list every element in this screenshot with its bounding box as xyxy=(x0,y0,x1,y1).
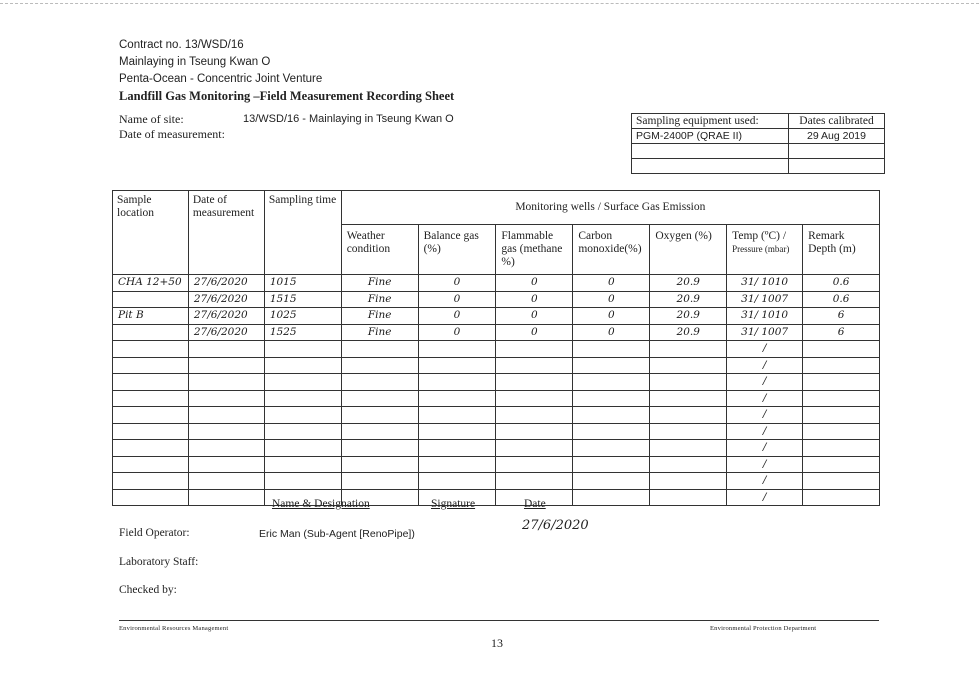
page-number: 13 xyxy=(491,636,503,650)
cell-depth xyxy=(803,456,880,473)
equipment-header: Sampling equipment used: xyxy=(632,114,789,129)
cell-temp-pressure: / xyxy=(727,374,803,391)
cell-time xyxy=(264,440,341,457)
table-row xyxy=(113,275,880,292)
equipment-cell xyxy=(632,159,789,174)
cell-location xyxy=(113,357,189,374)
cell-carbon-monoxide xyxy=(573,357,650,374)
cell-weather xyxy=(341,357,418,374)
cell-depth xyxy=(803,473,880,490)
contract-number: Contract no. 13/WSD/16 xyxy=(119,39,244,51)
cell-temp-pressure: / xyxy=(727,357,803,374)
cell-temp-pressure: / xyxy=(727,489,803,506)
cell-temp-pressure: / xyxy=(727,423,803,440)
cell-temp-pressure: / xyxy=(727,341,803,358)
table-row xyxy=(113,291,880,308)
contractor-name: Penta-Ocean - Concentric Joint Venture xyxy=(119,73,323,85)
cell-carbon-monoxide xyxy=(573,456,650,473)
cell-oxygen xyxy=(650,456,727,473)
cell-oxygen: 20.9 xyxy=(650,324,727,341)
cell-time xyxy=(264,357,341,374)
cell-weather xyxy=(341,456,418,473)
cell-time xyxy=(264,473,341,490)
cell-balance-gas xyxy=(418,407,496,424)
document-header xyxy=(119,37,454,105)
cell-date xyxy=(188,407,264,424)
header-weather: Weather condition xyxy=(341,225,418,275)
cell-oxygen xyxy=(650,390,727,407)
cell-carbon-monoxide xyxy=(573,341,650,358)
table-row xyxy=(113,423,880,440)
cell-date xyxy=(188,374,264,391)
equipment-cell xyxy=(632,144,789,159)
calibration-date-cell: 29 Aug 2019 xyxy=(789,129,885,144)
cell-oxygen xyxy=(650,489,727,506)
cell-carbon-monoxide xyxy=(573,374,650,391)
measurement-table xyxy=(112,190,880,506)
cell-flammable-gas: 0 xyxy=(496,308,573,325)
cell-flammable-gas xyxy=(496,456,573,473)
header-pressure: Pressure (mbar) xyxy=(732,244,790,254)
cell-balance-gas xyxy=(418,456,496,473)
cell-oxygen xyxy=(650,440,727,457)
cell-location xyxy=(113,374,189,391)
cell-date: 27/6/2020 xyxy=(188,308,264,325)
cell-balance-gas xyxy=(418,357,496,374)
cell-balance-gas xyxy=(418,374,496,391)
cell-flammable-gas xyxy=(496,473,573,490)
header-oxygen: Oxygen (%) xyxy=(650,225,727,275)
cell-date: 27/6/2020 xyxy=(188,324,264,341)
table-row xyxy=(113,308,880,325)
cell-location: Pit B xyxy=(113,308,189,325)
header-sampling-time: Sampling time xyxy=(264,191,341,275)
date-heading: Date xyxy=(524,498,546,510)
cell-date xyxy=(188,341,264,358)
calibration-header: Dates calibrated xyxy=(789,114,885,129)
cell-location xyxy=(113,341,189,358)
header-date-of-measurement: Date of measurement xyxy=(188,191,264,275)
cell-location xyxy=(113,390,189,407)
cell-flammable-gas: 0 xyxy=(496,291,573,308)
cell-time xyxy=(264,423,341,440)
cell-balance-gas xyxy=(418,423,496,440)
site-name-label: Name of site: xyxy=(119,112,184,126)
cell-balance-gas xyxy=(418,390,496,407)
cell-depth xyxy=(803,440,880,457)
cell-temp-pressure: / xyxy=(727,456,803,473)
checked-by-label: Checked by: xyxy=(119,584,177,596)
cell-weather xyxy=(341,390,418,407)
cell-carbon-monoxide xyxy=(573,440,650,457)
cell-oxygen: 20.9 xyxy=(650,291,727,308)
laboratory-staff-label: Laboratory Staff: xyxy=(119,556,199,568)
cell-location xyxy=(113,456,189,473)
cell-location xyxy=(113,324,189,341)
measurement-date-label: Date of measurement: xyxy=(119,127,225,141)
field-operator-date: 27/6/2020 xyxy=(522,518,589,533)
cell-date: 27/6/2020 xyxy=(188,275,264,292)
cell-balance-gas: 0 xyxy=(418,275,496,292)
cell-weather xyxy=(341,423,418,440)
cell-oxygen xyxy=(650,473,727,490)
cell-depth: 0.6 xyxy=(803,291,880,308)
footer-rule xyxy=(119,620,879,621)
cell-time xyxy=(264,390,341,407)
equipment-table xyxy=(631,113,885,174)
cell-temp-pressure: 31/ 1007 xyxy=(727,324,803,341)
header-sample-location: Sample location xyxy=(113,191,189,275)
cell-location xyxy=(113,423,189,440)
cell-flammable-gas xyxy=(496,341,573,358)
table-row xyxy=(113,357,880,374)
cell-time: 1515 xyxy=(264,291,341,308)
cell-date xyxy=(188,390,264,407)
site-name-value: 13/WSD/16 - Mainlaying in Tseung Kwan O xyxy=(243,113,454,125)
header-monitoring-group: Monitoring wells / Surface Gas Emission xyxy=(341,191,879,225)
signature-heading: Signature xyxy=(431,498,476,510)
cell-oxygen: 20.9 xyxy=(650,308,727,325)
cell-depth xyxy=(803,357,880,374)
field-operator-label: Field Operator: xyxy=(119,527,190,539)
cell-balance-gas: 0 xyxy=(418,324,496,341)
cell-carbon-monoxide: 0 xyxy=(573,275,650,292)
cell-flammable-gas: 0 xyxy=(496,324,573,341)
cell-temp-pressure: 31/ 1010 xyxy=(727,275,803,292)
cell-depth xyxy=(803,407,880,424)
cell-oxygen: 20.9 xyxy=(650,275,727,292)
cell-oxygen xyxy=(650,341,727,358)
cell-depth xyxy=(803,423,880,440)
header-flammable-gas: Flammable gas (methane %) xyxy=(496,225,573,275)
cell-weather: Fine xyxy=(341,275,418,292)
cell-carbon-monoxide xyxy=(573,423,650,440)
measurement-rows xyxy=(113,275,880,506)
cell-oxygen xyxy=(650,407,727,424)
cell-balance-gas: 0 xyxy=(418,308,496,325)
cell-weather: Fine xyxy=(341,308,418,325)
header-remark-depth: Remark Depth (m) xyxy=(803,225,880,275)
cell-depth xyxy=(803,390,880,407)
header-balance-gas: Balance gas (%) xyxy=(418,225,496,275)
field-operator-name: Eric Man (Sub-Agent [RenoPipe]) xyxy=(259,528,415,540)
cell-date xyxy=(188,357,264,374)
cell-weather: Fine xyxy=(341,324,418,341)
cell-depth: 0.6 xyxy=(803,275,880,292)
cell-date xyxy=(188,440,264,457)
cell-flammable-gas xyxy=(496,390,573,407)
cell-oxygen xyxy=(650,357,727,374)
table-row xyxy=(113,341,880,358)
project-name: Mainlaying in Tseung Kwan O xyxy=(119,56,271,68)
cell-carbon-monoxide: 0 xyxy=(573,324,650,341)
cell-temp-pressure: 31/ 1007 xyxy=(727,291,803,308)
cell-flammable-gas: 0 xyxy=(496,275,573,292)
table-row xyxy=(113,390,880,407)
cell-time xyxy=(264,374,341,391)
cell-depth: 6 xyxy=(803,324,880,341)
cell-weather xyxy=(341,374,418,391)
cell-date xyxy=(188,423,264,440)
cell-carbon-monoxide: 0 xyxy=(573,291,650,308)
cell-carbon-monoxide xyxy=(573,489,650,506)
header-carbon-monoxide: Carbon monoxide(%) xyxy=(573,225,650,275)
cell-carbon-monoxide xyxy=(573,473,650,490)
name-designation-heading: Name & Designation xyxy=(272,498,370,510)
table-row xyxy=(113,324,880,341)
cell-flammable-gas xyxy=(496,407,573,424)
site-info xyxy=(119,112,454,142)
cell-location: CHA 12+50 xyxy=(113,275,189,292)
footer-right: Environmental Protection Department xyxy=(710,625,817,632)
cell-weather xyxy=(341,473,418,490)
cell-location xyxy=(113,440,189,457)
calibration-date-cell xyxy=(789,144,885,159)
header-temp: Temp (ºC) / xyxy=(732,230,787,242)
cell-temp-pressure: / xyxy=(727,390,803,407)
cell-carbon-monoxide xyxy=(573,390,650,407)
cell-depth: 6 xyxy=(803,308,880,325)
cell-temp-pressure: / xyxy=(727,407,803,424)
top-border xyxy=(0,3,979,4)
cell-oxygen xyxy=(650,423,727,440)
cell-date xyxy=(188,456,264,473)
cell-oxygen xyxy=(650,374,727,391)
cell-balance-gas xyxy=(418,473,496,490)
table-row xyxy=(113,489,880,506)
table-row xyxy=(113,407,880,424)
cell-location xyxy=(113,473,189,490)
cell-depth xyxy=(803,374,880,391)
cell-flammable-gas xyxy=(496,357,573,374)
cell-temp-pressure: / xyxy=(727,440,803,457)
cell-time xyxy=(264,341,341,358)
cell-flammable-gas xyxy=(496,440,573,457)
cell-balance-gas xyxy=(418,440,496,457)
cell-temp-pressure: / xyxy=(727,473,803,490)
cell-time xyxy=(264,456,341,473)
cell-date: 27/6/2020 xyxy=(188,291,264,308)
cell-depth xyxy=(803,489,880,506)
calibration-date-cell xyxy=(789,159,885,174)
cell-location xyxy=(113,489,189,506)
cell-time: 1025 xyxy=(264,308,341,325)
cell-location xyxy=(113,407,189,424)
cell-carbon-monoxide xyxy=(573,407,650,424)
header-temp-pressure xyxy=(727,225,803,275)
cell-depth xyxy=(803,341,880,358)
table-row xyxy=(113,374,880,391)
cell-flammable-gas xyxy=(496,423,573,440)
cell-weather xyxy=(341,407,418,424)
cell-temp-pressure: 31/ 1010 xyxy=(727,308,803,325)
cell-time: 1015 xyxy=(264,275,341,292)
cell-flammable-gas xyxy=(496,374,573,391)
cell-time: 1525 xyxy=(264,324,341,341)
table-row xyxy=(113,473,880,490)
cell-location xyxy=(113,291,189,308)
cell-carbon-monoxide: 0 xyxy=(573,308,650,325)
cell-weather: Fine xyxy=(341,291,418,308)
cell-date xyxy=(188,473,264,490)
cell-date xyxy=(188,489,264,506)
cell-weather xyxy=(341,440,418,457)
equipment-cell: PGM-2400P (QRAE II) xyxy=(632,129,789,144)
sheet-title: Landfill Gas Monitoring –Field Measurement Recording Sheet xyxy=(119,89,455,103)
cell-time xyxy=(264,407,341,424)
cell-balance-gas xyxy=(418,341,496,358)
cell-balance-gas: 0 xyxy=(418,291,496,308)
cell-weather xyxy=(341,341,418,358)
footer-left: Environmental Resources Management xyxy=(119,625,229,632)
table-row xyxy=(113,440,880,457)
table-row xyxy=(113,456,880,473)
